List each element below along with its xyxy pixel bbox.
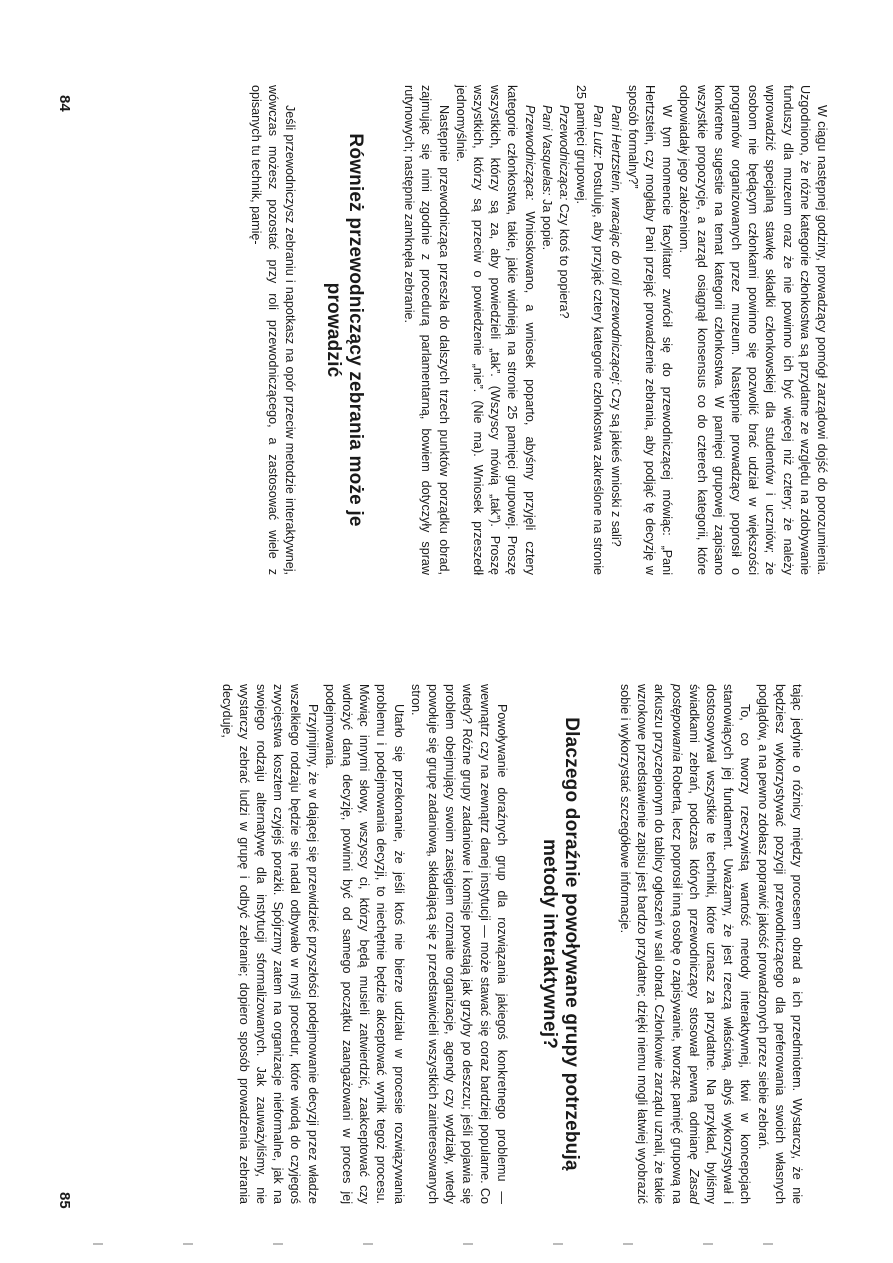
paragraph: Powoływanie doraźnych grup dla rozwiązania jakiegoś konkretnego problemu — wewnątrz czy na zewnątrz danej instytucji — może stawać się coraz bardziej popularne. Co wtedy? Różne grupy zadaniowe i komisje powstają jak grzyby po deszczu; jeśli pojawia się problem obejmujący swoim zasięgiem rozmaite organizacje, agendy czy wydziały, wtedy powołuje się grupę zadaniową, składającą się z przedstawicieli wszystkich zainteresowanych stron. <box>408 684 509 1204</box>
paragraph <box>616 684 754 1204</box>
page-85 <box>0 632 893 1263</box>
dialogue-text: Postuluję, aby przyjąć cztery kategorie członkostwa zakreślone na stronie 25 pamięci grupowej. <box>574 85 606 575</box>
speaker-name: Pani Hertzstein, wracając do roli przewodniczącej: <box>608 105 623 385</box>
page-number: 85 <box>56 1192 73 1209</box>
left-text-column <box>246 85 830 575</box>
paragraph: Jeśli przewodniczysz zebraniu i napotkasz na opór przeciw metodzie interaktywnej, wówczas możesz pozostać przy roli przewodniczącego, a zastosować wiele z opisanych tu technik, pamię- <box>248 85 297 575</box>
paragraph: tając jedynie o różnicy między procesem obrad a ich przedmiotem. Wystarczy, że nie będziesz wykorzystywać pozycji przewodniczącego dla preferowania swoich własnych poglądów, a na pewno zdołasz poprawić jakość prowadzonych przez siebie zebrań. <box>755 684 804 1204</box>
dialogue-text: Czy są jakieś wnioski z sali? <box>608 384 623 547</box>
speaker-name: Pani Vasquelas: <box>539 105 554 196</box>
paragraph-text: tablicy ogłoszeń w sali obrad. Członkowie zarządu uznali, że takie wzrokowe przedstawienie zapisu jest bardzo przydatne; dzięki niemu mogli łatwiej wyobrazić sobie i wykorzystać szczegółowe informacje. <box>617 684 667 1205</box>
paragraph: W tym momencie facylitator zwrócił się do przewodniczącej mówiąc: „Pani Hertzstein, czy mogłaby Pani przejąć prowadzenie zebrania, aby podjąć tę decyzję w sposób formalny?” <box>625 85 675 575</box>
dialogue-text: Czy ktoś to popiera? <box>556 200 571 319</box>
paragraph: Następnie przewodnicząca przeszła do dalszych trzech punktów porządku obrad, zajmując się nimi zgodnie z procedurą parlamentarną, bowiem dotyczyły spraw rutynowych; następnie zamknęła zebranie. <box>402 85 451 575</box>
dialogue-line <box>555 85 572 575</box>
dialogue-line <box>606 85 623 575</box>
speaker-name: Pan Lutz: <box>591 105 606 159</box>
section-heading: Dlaczego doraźnie powoływane grupy potrzebują metody interaktywnej? <box>538 717 582 1171</box>
dialogue-line <box>572 85 606 575</box>
dialogue-line <box>538 85 555 575</box>
section-heading: Również przewodniczący zebrania może je prowadzić <box>322 133 366 527</box>
dialogue-text: Ja popie. <box>539 195 554 251</box>
paragraph: Utarło się przekonanie, że jeśli ktoś nie bierze udziału w procesie rozwiązywania problemu i podejmowania decyzji, to niechętnie będzie akceptować wynik tegoż procesu. Mówiąc innymi słowy, wszyscy ci, którzy będą musieli zatwierdzić, zaakceptować czy wdrożyć daną decyzję, powinni być od samego początku zaangażowani w proces jej podejmowania. <box>322 684 406 1204</box>
dialogue-line <box>452 85 538 575</box>
paragraph-text: To, co tworzy rzeczywistą wartość metody interaktywnej, tkwi w koncepcjach stanowiących jej fundament. Uważamy, że jest rzeczą właściwą, abyś wykorzystywał i dostosowywał wszystkie te techniki, które uznasz za przydatne. Na przykład, byliśmy świadkami zebrań, podczas których przewodniczący stosował pewną odmianę <box>686 684 753 1204</box>
page-number: 84 <box>56 95 73 112</box>
italic-title: Zasad postępowania <box>669 684 701 1204</box>
paragraph: Przyjmijmy, że w dającej się przewidzieć przyszłości podejmowanie decyzji przez władze wszelkiego rodzaju będzie się nadal odbywało w myśl procedur, które wiodą do czyjegoś zwycięstwa kosztem czyjejś porażki. Spójrzmy zatem na organizacje nieformalne, jak na swojego rodzaju alternatywę dla instytucji sformalizowanych. Jak zauważyliśmy, nie wystarczy zebrać ludzi w grupę i odbyć zebranie; dopiero sposób prowadzenia zebrania decyduje, <box>219 684 320 1204</box>
dialogue-text: Wnioskowano, a wniosek poparto, abyśmy przyjęli cztery kategorie członkostwa, takie, jakie widnieją na stronie 25 pamięci grupowej. Proszę wszystkich, którzy są za, aby powiedzieli „tak”. (Wszyscy mówią „tak”). Proszę wszystkich, którzy są przeciw o powiedzenie „nie”. (Nie ma). Wniosek przeszedł jednomyślnie. <box>453 85 537 575</box>
paragraph: W ciągu następnej godziny, prowadzący pomógł zarządowi dojść do porozumienia. Uzgodniono, że różne kategorie członkostwa są przydatne ze względu na zdobywanie funduszy dla muzeum oraz że nie powinno ich być więcej niż cztery; że należy wprowadzić specjalną stawkę składki członkowskiej dla studentów i uczniów; że osobom nie będącym członkami powinno się pozwolić brać udział w większości programów organizowanych przez muzeum. Następnie prowadzący poprosił o konkretne sugestie na temat kategorii członkostwa. W pamięci grupowej zapisano wszystkie propozycje, a zarząd osiągnął konsensus co do czterech kategorii, które odpowiadały jego założeniom. <box>677 85 829 575</box>
right-text-column <box>217 684 805 1204</box>
speaker-name: Przewodnicząca: <box>522 105 537 201</box>
scan-edge-marks <box>0 1238 893 1252</box>
paragraph-text: Roberta, lecz poprosił inną osobę o zapisywanie, tworząc pamięć grupową na arkuszu przyczepionym do <box>652 684 684 1204</box>
speaker-name: Przewodnicząca: <box>556 105 571 201</box>
